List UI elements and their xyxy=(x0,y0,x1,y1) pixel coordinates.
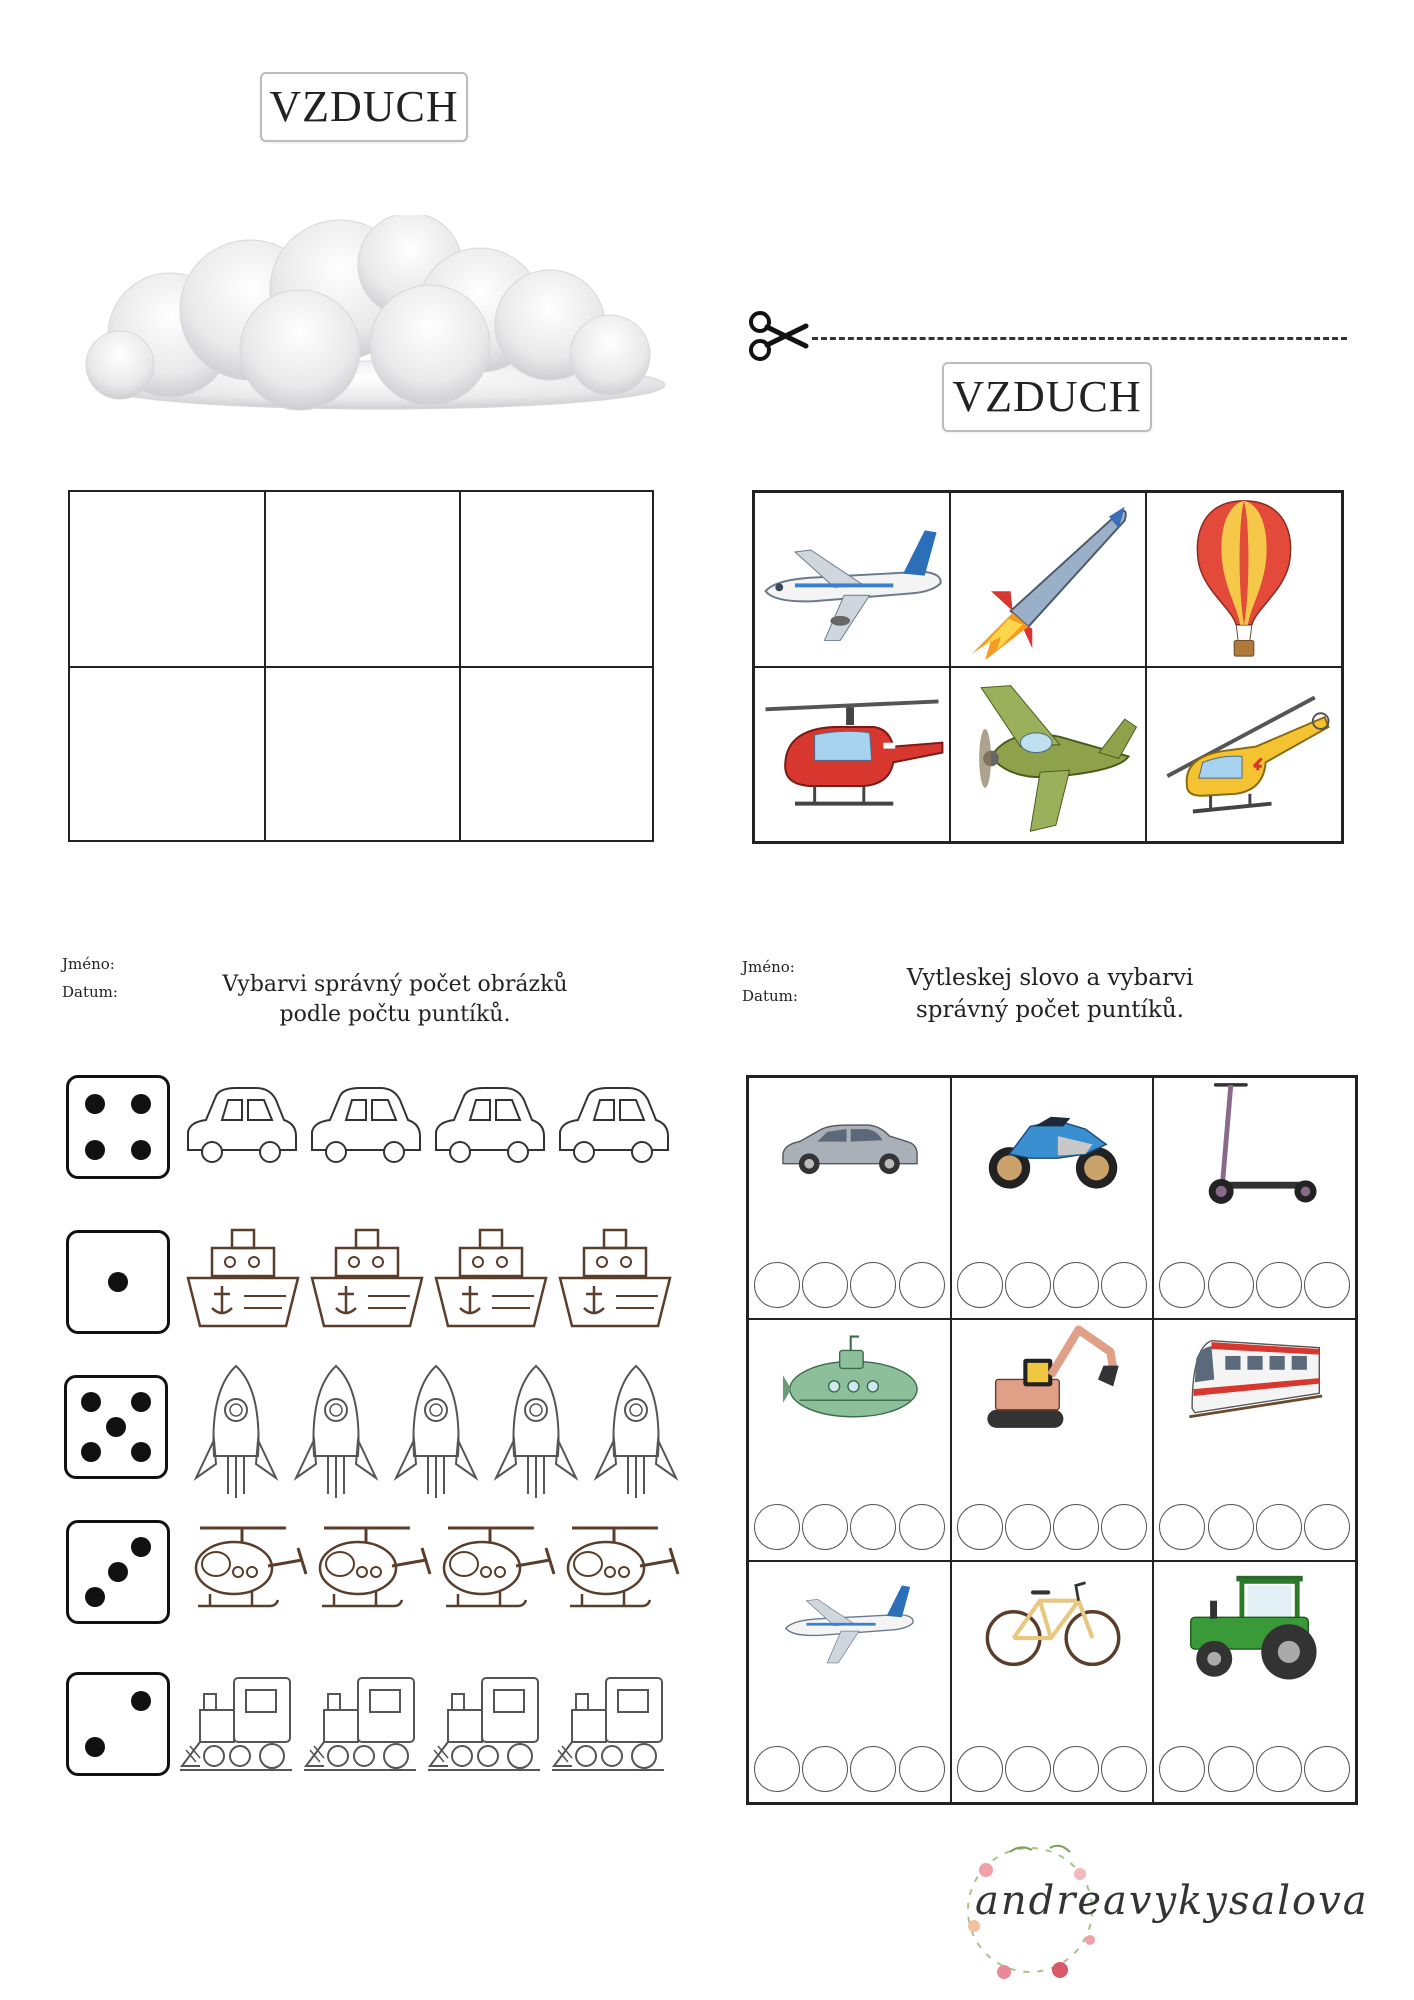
airplane-icon xyxy=(755,493,949,666)
card-submarine[interactable] xyxy=(748,1319,951,1561)
syllable-dots xyxy=(956,1504,1149,1554)
dice-four xyxy=(66,1075,170,1179)
card-propeller-plane[interactable] xyxy=(950,667,1146,842)
rocket-outline-icon[interactable] xyxy=(186,1360,286,1500)
airplane-icon xyxy=(749,1562,950,1730)
name-label-left: Jméno: xyxy=(62,955,115,973)
cut-line xyxy=(812,337,1347,340)
train-outline-icon[interactable] xyxy=(300,1670,424,1780)
syllable-dots xyxy=(1158,1262,1351,1312)
boat-outline-icon[interactable] xyxy=(182,1222,306,1340)
syllable-dots xyxy=(1158,1746,1351,1796)
instruction-right xyxy=(860,962,1240,1026)
category-label: VZDUCH xyxy=(260,72,468,142)
card-scooter[interactable] xyxy=(1153,1077,1356,1319)
card-rocket[interactable] xyxy=(950,492,1146,667)
card-helicopter[interactable] xyxy=(754,667,950,842)
train-outline-icon[interactable] xyxy=(176,1670,300,1780)
helicopter-icon xyxy=(755,668,949,841)
card-airplane-vehicle[interactable] xyxy=(748,1561,951,1803)
card-rescue-helicopter[interactable] xyxy=(1146,667,1342,842)
syllable-dots xyxy=(753,1504,946,1554)
helicopter-row xyxy=(186,1520,682,1624)
date-label-right: Datum: xyxy=(742,987,798,1005)
dice-one xyxy=(66,1230,170,1334)
dice-five xyxy=(64,1375,168,1479)
submarine-icon xyxy=(749,1320,950,1488)
car-row xyxy=(180,1080,676,1172)
rocket-outline-icon[interactable] xyxy=(586,1360,686,1500)
bicycle-icon xyxy=(952,1562,1153,1730)
boat-row xyxy=(182,1222,678,1340)
cloud-icon xyxy=(80,215,670,415)
instruction-right-line2: správný počet puntíků. xyxy=(916,997,1184,1023)
rocket-outline-icon[interactable] xyxy=(486,1360,586,1500)
card-hot-air-balloon[interactable] xyxy=(1146,492,1342,667)
rocket-outline-icon[interactable] xyxy=(386,1360,486,1500)
boat-outline-icon[interactable] xyxy=(554,1222,678,1340)
air-cards-grid xyxy=(752,490,1344,844)
instruction-left-line2: podle počtu puntíků. xyxy=(279,1002,511,1027)
dice-three xyxy=(66,1520,170,1624)
car-outline-icon[interactable] xyxy=(552,1080,676,1172)
dice-two xyxy=(66,1672,170,1776)
card-excavator[interactable] xyxy=(951,1319,1154,1561)
instruction-left-line1: Vybarvi správný počet obrázků xyxy=(222,972,568,997)
instruction-right-line1: Vytleskej slovo a vybarvi xyxy=(906,965,1194,991)
card-airplane[interactable] xyxy=(754,492,950,667)
train-row xyxy=(176,1670,672,1780)
card-bicycle[interactable] xyxy=(951,1561,1154,1803)
syllable-dots xyxy=(753,1746,946,1796)
car-outline-icon[interactable] xyxy=(428,1080,552,1172)
helicopter-outline-icon[interactable] xyxy=(434,1520,558,1624)
excavator-icon xyxy=(952,1320,1153,1488)
syllable-dots xyxy=(753,1262,946,1312)
syllable-dots xyxy=(956,1746,1149,1796)
scooter-icon xyxy=(1154,1078,1355,1246)
syllable-dots xyxy=(956,1262,1149,1312)
card-tractor[interactable] xyxy=(1153,1561,1356,1803)
rocket-row xyxy=(186,1360,686,1500)
boat-outline-icon[interactable] xyxy=(306,1222,430,1340)
car-icon xyxy=(749,1078,950,1246)
card-motorcycle[interactable] xyxy=(951,1077,1154,1319)
category-label-cut: VZDUCH xyxy=(942,362,1152,432)
motorcycle-icon xyxy=(952,1078,1153,1246)
rescue-helicopter-icon xyxy=(1147,668,1341,841)
instruction-left xyxy=(200,970,590,1030)
train-outline-icon[interactable] xyxy=(424,1670,548,1780)
rocket-outline-icon[interactable] xyxy=(286,1360,386,1500)
syllable-dots xyxy=(1158,1504,1351,1554)
helicopter-outline-icon[interactable] xyxy=(310,1520,434,1624)
helicopter-outline-icon[interactable] xyxy=(558,1520,682,1624)
date-label-left: Datum: xyxy=(62,983,118,1001)
propeller-plane-icon xyxy=(951,668,1145,841)
rocket-icon xyxy=(951,493,1145,666)
train-icon xyxy=(1154,1320,1355,1488)
tractor-icon xyxy=(1154,1562,1355,1730)
hot-air-balloon-icon xyxy=(1147,493,1341,666)
card-car[interactable] xyxy=(748,1077,951,1319)
train-outline-icon[interactable] xyxy=(548,1670,672,1780)
car-outline-icon[interactable] xyxy=(180,1080,304,1172)
card-train[interactable] xyxy=(1153,1319,1356,1561)
boat-outline-icon[interactable] xyxy=(430,1222,554,1340)
helicopter-outline-icon[interactable] xyxy=(186,1520,310,1624)
vehicle-cards-grid xyxy=(746,1075,1358,1805)
empty-placement-grid xyxy=(68,490,654,842)
scissors-icon xyxy=(748,310,810,362)
name-label-right: Jméno: xyxy=(742,958,795,976)
car-outline-icon[interactable] xyxy=(304,1080,428,1172)
brand-logo: andreavykysalova xyxy=(975,1878,1369,1924)
